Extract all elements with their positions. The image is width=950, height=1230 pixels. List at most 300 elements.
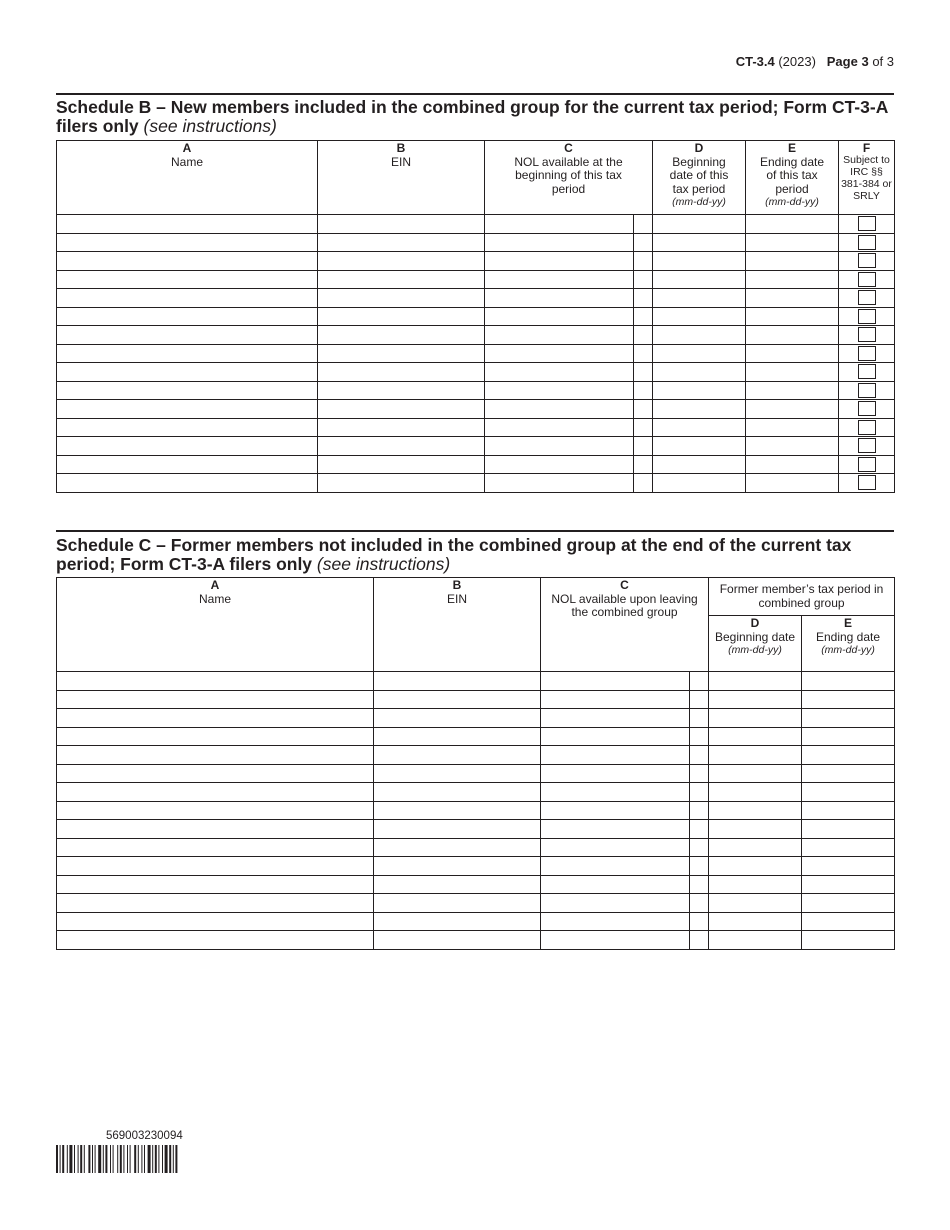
schedule-b-nol-cents-field[interactable]	[634, 381, 653, 400]
schedule-c-ein-field[interactable]	[374, 746, 541, 765]
schedule-b-irc-checkbox[interactable]	[858, 346, 876, 361]
schedule-b-irc-checkbox-cell	[839, 233, 895, 252]
schedule-c-row	[57, 857, 895, 876]
schedule-c-ein-field[interactable]	[374, 690, 541, 709]
schedule-b-beginning-date-field[interactable]	[653, 289, 746, 308]
schedule-b-irc-checkbox[interactable]	[858, 216, 876, 231]
schedule-b-row	[57, 252, 895, 271]
schedule-b-name-field[interactable]	[57, 307, 318, 326]
schedule-b-ending-date-field[interactable]	[746, 381, 839, 400]
schedule-b-row	[57, 215, 895, 234]
schedule-c-row	[57, 912, 895, 931]
schedule-b-nol-amount-field[interactable]	[485, 474, 634, 493]
schedule-c-ein-field[interactable]	[374, 931, 541, 950]
schedule-b-nol-amount-field[interactable]	[485, 289, 634, 308]
schedule-b-nol-cents-field[interactable]	[634, 233, 653, 252]
schedule-c-ein-field[interactable]	[374, 894, 541, 913]
schedule-b-irc-checkbox-cell	[839, 252, 895, 271]
schedule-c-row	[57, 690, 895, 709]
schedule-b-row	[57, 418, 895, 437]
barcode-bar	[67, 1145, 68, 1173]
schedule-b-name-field[interactable]	[57, 233, 318, 252]
schedule-b-ending-date-field[interactable]	[746, 252, 839, 271]
schedule-b-ending-date-field[interactable]	[746, 344, 839, 363]
schedule-b-irc-checkbox[interactable]	[858, 309, 876, 324]
schedule-b-ein-field[interactable]	[318, 252, 485, 271]
schedule-b-ending-date-field[interactable]	[746, 289, 839, 308]
schedule-b-beginning-date-field[interactable]	[653, 252, 746, 271]
schedule-b-ein-field[interactable]	[318, 363, 485, 382]
schedule-c-ein-field[interactable]	[374, 672, 541, 691]
schedule-c-beginning-date-field[interactable]	[709, 875, 802, 894]
schedule-c-nol-amount-field[interactable]	[541, 838, 690, 857]
schedule-c-ending-date-field[interactable]	[802, 783, 895, 802]
schedule-b-name-field[interactable]	[57, 326, 318, 345]
schedule-b-ein-field[interactable]	[318, 215, 485, 234]
schedule-b-beginning-date-field[interactable]	[653, 326, 746, 345]
page-total: of 3	[872, 54, 894, 69]
schedule-c-nol-cents-field[interactable]	[690, 690, 709, 709]
schedule-c-name-field[interactable]	[57, 746, 374, 765]
schedule-c-row	[57, 894, 895, 913]
schedule-b-irc-checkbox-cell	[839, 400, 895, 419]
schedule-c-name-field[interactable]	[57, 709, 374, 728]
schedule-c-group-header: Former member’s tax period in combined group	[709, 578, 895, 616]
schedule-b-ein-field[interactable]	[318, 326, 485, 345]
barcode-bar	[165, 1145, 168, 1173]
schedule-b-ein-field[interactable]	[318, 344, 485, 363]
barcode-bar	[103, 1145, 104, 1173]
barcode-bar	[95, 1145, 96, 1173]
schedule-c-row	[57, 931, 895, 950]
schedule-b-irc-checkbox[interactable]	[858, 327, 876, 342]
schedule-c-ending-date-field[interactable]	[802, 727, 895, 746]
schedule-c-beginning-date-field[interactable]	[709, 727, 802, 746]
barcode-bar	[78, 1145, 79, 1173]
barcode-image	[56, 1145, 240, 1173]
barcode-bar	[173, 1145, 174, 1173]
schedule-b-name-field[interactable]	[57, 270, 318, 289]
schedule-b-irc-checkbox-cell	[839, 270, 895, 289]
schedule-c-ein-field[interactable]	[374, 875, 541, 894]
schedule-c-ending-date-field[interactable]	[802, 801, 895, 820]
schedule-c-nol-amount-field[interactable]	[541, 820, 690, 839]
schedule-c-beginning-date-field[interactable]	[709, 894, 802, 913]
schedule-b-nol-amount-field[interactable]	[485, 363, 634, 382]
schedule-b-rows	[57, 215, 895, 493]
schedule-c-nol-amount-field[interactable]	[541, 690, 690, 709]
schedule-c-beginning-date-field[interactable]	[709, 764, 802, 783]
schedule-c-nol-cents-field[interactable]	[690, 783, 709, 802]
schedule-b-ein-field[interactable]	[318, 474, 485, 493]
schedule-c-name-field[interactable]	[57, 912, 374, 931]
barcode-bar	[84, 1145, 85, 1173]
schedule-c-nol-amount-field[interactable]	[541, 912, 690, 931]
schedule-b-nol-cents-field[interactable]	[634, 289, 653, 308]
schedule-b-beginning-date-field[interactable]	[653, 233, 746, 252]
schedule-b-nol-amount-field[interactable]	[485, 344, 634, 363]
schedule-c-row	[57, 838, 895, 857]
schedule-c-ending-date-field[interactable]	[802, 912, 895, 931]
schedule-b-nol-amount-field[interactable]	[485, 437, 634, 456]
schedule-b-name-field[interactable]	[57, 381, 318, 400]
schedule-b-ein-field[interactable]	[318, 270, 485, 289]
schedule-b-beginning-date-field[interactable]	[653, 381, 746, 400]
schedule-c-rows	[57, 672, 895, 950]
schedule-b-beginning-date-field[interactable]	[653, 307, 746, 326]
schedule-c-ein-field[interactable]	[374, 857, 541, 876]
schedule-b-nol-cents-field[interactable]	[634, 455, 653, 474]
schedule-c-ending-date-field[interactable]	[802, 746, 895, 765]
barcode-bar	[105, 1145, 107, 1173]
schedule-b-ein-field[interactable]	[318, 307, 485, 326]
schedule-c-row	[57, 764, 895, 783]
page-header	[736, 54, 894, 69]
schedule-b-beginning-date-field[interactable]	[653, 400, 746, 419]
schedule-b-row	[57, 455, 895, 474]
schedule-c-ein-field[interactable]	[374, 783, 541, 802]
schedule-c-nol-cents-field[interactable]	[690, 727, 709, 746]
schedule-b-ending-date-field[interactable]	[746, 418, 839, 437]
schedule-c-ending-date-field[interactable]	[802, 672, 895, 691]
schedule-c-beginning-date-field[interactable]	[709, 857, 802, 876]
schedule-b-title-note: (see instructions)	[143, 116, 277, 136]
schedule-c-beginning-date-field[interactable]	[709, 820, 802, 839]
schedule-b-ein-field[interactable]	[318, 455, 485, 474]
schedule-b-beginning-date-field[interactable]	[653, 418, 746, 437]
schedule-c-nol-cents-field[interactable]	[690, 931, 709, 950]
schedule-b-row	[57, 233, 895, 252]
barcode-bar	[117, 1145, 118, 1173]
schedule-b-name-field[interactable]	[57, 289, 318, 308]
schedule-b-row	[57, 326, 895, 345]
schedule-c-name-field[interactable]	[57, 783, 374, 802]
barcode-bar	[138, 1145, 139, 1173]
schedule-b-irc-checkbox[interactable]	[858, 290, 876, 305]
schedule-b-row	[57, 400, 895, 419]
schedule-c-beginning-date-field[interactable]	[709, 912, 802, 931]
page-number: Page 3	[826, 54, 869, 69]
schedule-b-name-field[interactable]	[57, 252, 318, 271]
schedule-b-irc-checkbox-cell	[839, 418, 895, 437]
schedule-b-nol-cents-field[interactable]	[634, 363, 653, 382]
schedule-c-ending-date-field[interactable]	[802, 875, 895, 894]
schedule-b-irc-checkbox[interactable]	[858, 438, 876, 453]
schedule-b-ending-date-field[interactable]	[746, 270, 839, 289]
schedule-c-col-d: D Beginning date (mm-dd-yy)	[709, 616, 802, 672]
schedule-c-nol-cents-field[interactable]	[690, 857, 709, 876]
schedule-b-name-field[interactable]	[57, 363, 318, 382]
barcode-bar	[98, 1145, 101, 1173]
schedule-b-name-field[interactable]	[57, 344, 318, 363]
schedule-b-nol-amount-field[interactable]	[485, 455, 634, 474]
barcode-bar	[62, 1145, 64, 1173]
schedule-c-row	[57, 783, 895, 802]
schedule-b-irc-checkbox-cell	[839, 344, 895, 363]
schedule-c-nol-amount-field[interactable]	[541, 894, 690, 913]
schedule-b-nol-cents-field[interactable]	[634, 400, 653, 419]
schedule-b-nol-amount-field[interactable]	[485, 400, 634, 419]
schedule-b-nol-amount-field[interactable]	[485, 233, 634, 252]
schedule-c-name-field[interactable]	[57, 894, 374, 913]
schedule-b-beginning-date-field[interactable]	[653, 437, 746, 456]
schedule-b-ein-field[interactable]	[318, 437, 485, 456]
schedule-b-name-field[interactable]	[57, 455, 318, 474]
barcode-bar	[113, 1145, 114, 1173]
schedule-b-ein-field[interactable]	[318, 418, 485, 437]
schedule-b-row	[57, 344, 895, 363]
schedule-b-ending-date-field[interactable]	[746, 474, 839, 493]
schedule-c-row	[57, 672, 895, 691]
schedule-b-ein-field[interactable]	[318, 400, 485, 419]
schedule-c-nol-cents-field[interactable]	[690, 764, 709, 783]
schedule-b-name-field[interactable]	[57, 215, 318, 234]
schedule-c-ein-field[interactable]	[374, 820, 541, 839]
schedule-b-ending-date-field[interactable]	[746, 400, 839, 419]
schedule-c-beginning-date-field[interactable]	[709, 672, 802, 691]
schedule-b-irc-checkbox[interactable]	[858, 253, 876, 268]
schedule-c-name-field[interactable]	[57, 672, 374, 691]
schedule-b-nol-cents-field[interactable]	[634, 215, 653, 234]
schedule-b-row	[57, 307, 895, 326]
schedule-b-irc-checkbox[interactable]	[858, 457, 876, 472]
schedule-b-irc-checkbox-cell	[839, 326, 895, 345]
schedule-b-nol-amount-field[interactable]	[485, 326, 634, 345]
schedule-c-col-a: A Name	[57, 578, 374, 672]
schedule-b-row	[57, 474, 895, 493]
schedule-b-nol-cents-field[interactable]	[634, 252, 653, 271]
schedule-c-nol-cents-field[interactable]	[690, 894, 709, 913]
schedule-c-row	[57, 820, 895, 839]
schedule-b-col-e: E Ending date of this tax period (mm-dd-yy)	[746, 141, 839, 215]
schedule-b-col-f: F Subject to IRC §§ 381-384 or SRLY	[839, 141, 895, 215]
schedule-b-irc-checkbox[interactable]	[858, 272, 876, 287]
schedule-c-name-field[interactable]	[57, 931, 374, 950]
schedule-b-row	[57, 270, 895, 289]
schedule-b-name-field[interactable]	[57, 437, 318, 456]
schedule-c-nol-amount-field[interactable]	[541, 801, 690, 820]
schedule-c-ending-date-field[interactable]	[802, 838, 895, 857]
barcode-bar	[144, 1145, 145, 1173]
schedule-b-ending-date-field[interactable]	[746, 326, 839, 345]
schedule-c-name-field[interactable]	[57, 857, 374, 876]
schedule-b-irc-checkbox[interactable]	[858, 364, 876, 379]
schedule-c-nol-amount-field[interactable]	[541, 727, 690, 746]
schedule-c-ending-date-field[interactable]	[802, 894, 895, 913]
schedule-b-name-field[interactable]	[57, 400, 318, 419]
schedule-c-name-field[interactable]	[57, 875, 374, 894]
barcode-bar	[92, 1145, 93, 1173]
schedule-b-col-d: D Beginning date of this tax period (mm-dd-yy)	[653, 141, 746, 215]
schedule-b-irc-checkbox[interactable]	[858, 383, 876, 398]
schedule-c-row	[57, 746, 895, 765]
barcode-bar	[60, 1145, 61, 1173]
schedule-c-name-field[interactable]	[57, 838, 374, 857]
schedule-b-irc-checkbox-cell	[839, 289, 895, 308]
schedule-b-nol-amount-field[interactable]	[485, 307, 634, 326]
schedule-c-name-field[interactable]	[57, 820, 374, 839]
schedule-c-ending-date-field[interactable]	[802, 690, 895, 709]
schedule-c-name-field[interactable]	[57, 764, 374, 783]
schedule-b-nol-amount-field[interactable]	[485, 381, 634, 400]
schedule-b-ending-date-field[interactable]	[746, 363, 839, 382]
barcode-bar	[162, 1145, 163, 1173]
schedule-c-col-e: E Ending date (mm-dd-yy)	[802, 616, 895, 672]
schedule-b-ein-field[interactable]	[318, 233, 485, 252]
schedule-c-nol-cents-field[interactable]	[690, 672, 709, 691]
schedule-b-col-a: A Name	[57, 141, 318, 215]
schedule-c-beginning-date-field[interactable]	[709, 783, 802, 802]
schedule-c-nol-amount-field[interactable]	[541, 709, 690, 728]
schedule-c-beginning-date-field[interactable]	[709, 746, 802, 765]
schedule-b-row	[57, 381, 895, 400]
schedule-c-ein-field[interactable]	[374, 801, 541, 820]
schedule-b-irc-checkbox-cell	[839, 307, 895, 326]
schedule-c-ending-date-field[interactable]	[802, 764, 895, 783]
schedule-b-beginning-date-field[interactable]	[653, 363, 746, 382]
schedule-c-name-field[interactable]	[57, 727, 374, 746]
barcode-bar	[141, 1145, 142, 1173]
schedule-c-ending-date-field[interactable]	[802, 709, 895, 728]
schedule-b-beginning-date-field[interactable]	[653, 344, 746, 363]
schedule-c-ein-field[interactable]	[374, 838, 541, 857]
schedule-b-title-text: Schedule B – New members included in the combined group for the current tax period; Form CT-3-A filers only	[56, 97, 888, 136]
schedule-c-col-c: C NOL available upon leaving the combined group	[541, 578, 709, 672]
schedule-c-table	[56, 577, 895, 950]
schedule-c-nol-cents-field[interactable]	[690, 838, 709, 857]
schedule-c-beginning-date-field[interactable]	[709, 801, 802, 820]
barcode-bar	[69, 1145, 72, 1173]
schedule-c-name-field[interactable]	[57, 801, 374, 820]
schedule-b-irc-checkbox-cell	[839, 437, 895, 456]
barcode-bar	[152, 1145, 153, 1173]
barcode-bar	[110, 1145, 111, 1173]
schedule-c-ending-date-field[interactable]	[802, 820, 895, 839]
schedule-b-ending-date-field[interactable]	[746, 215, 839, 234]
schedule-b-irc-checkbox-cell	[839, 215, 895, 234]
barcode-bar	[148, 1145, 151, 1173]
schedule-b-irc-checkbox[interactable]	[858, 475, 876, 490]
schedule-c-nol-amount-field[interactable]	[541, 931, 690, 950]
barcode-bar	[130, 1145, 131, 1173]
schedule-b-nol-cents-field[interactable]	[634, 474, 653, 493]
schedule-c-nol-amount-field[interactable]	[541, 672, 690, 691]
schedule-c-nol-cents-field[interactable]	[690, 875, 709, 894]
schedule-c-ein-field[interactable]	[374, 709, 541, 728]
schedule-c-nol-cents-field[interactable]	[690, 820, 709, 839]
barcode-bar	[123, 1145, 124, 1173]
schedule-b-col-c: C NOL available at the beginning of this tax period	[485, 141, 653, 215]
schedule-b-ending-date-field[interactable]	[746, 233, 839, 252]
schedule-b-table	[56, 140, 895, 493]
barcode-bar	[175, 1145, 177, 1173]
schedule-c-ending-date-field[interactable]	[802, 857, 895, 876]
schedule-c-name-field[interactable]	[57, 690, 374, 709]
schedule-b-nol-cents-field[interactable]	[634, 270, 653, 289]
schedule-b-nol-amount-field[interactable]	[485, 418, 634, 437]
schedule-b-ending-date-field[interactable]	[746, 437, 839, 456]
schedule-b-row	[57, 363, 895, 382]
barcode-bar	[80, 1145, 82, 1173]
schedule-b-nol-cents-field[interactable]	[634, 437, 653, 456]
schedule-b-beginning-date-field[interactable]	[653, 270, 746, 289]
schedule-c-ein-field[interactable]	[374, 727, 541, 746]
schedule-c-ein-field[interactable]	[374, 912, 541, 931]
schedule-b-nol-amount-field[interactable]	[485, 215, 634, 234]
schedule-b-row	[57, 289, 895, 308]
schedule-c-col-b: B EIN	[374, 578, 541, 672]
barcode-bar	[127, 1145, 128, 1173]
schedule-c-beginning-date-field[interactable]	[709, 838, 802, 857]
schedule-b-beginning-date-field[interactable]	[653, 455, 746, 474]
schedule-b-col-b: B EIN	[318, 141, 485, 215]
schedule-c-row	[57, 875, 895, 894]
schedule-c-title-text: Schedule C – Former members not included in the combined group at the end of the current tax period; Form CT-3-A filers only	[56, 535, 852, 574]
schedule-c-beginning-date-field[interactable]	[709, 690, 802, 709]
barcode-bar	[158, 1145, 159, 1173]
schedule-b-ending-date-field[interactable]	[746, 307, 839, 326]
schedule-c-rule	[56, 530, 894, 532]
schedule-c-ending-date-field[interactable]	[802, 931, 895, 950]
schedule-b-name-field[interactable]	[57, 418, 318, 437]
schedule-b-irc-checkbox-cell	[839, 381, 895, 400]
schedule-c-title-note: (see instructions)	[316, 554, 451, 574]
schedule-c-ein-field[interactable]	[374, 764, 541, 783]
schedule-b-irc-checkbox[interactable]	[858, 401, 876, 416]
barcode-bar	[134, 1145, 136, 1173]
schedule-b-beginning-date-field[interactable]	[653, 215, 746, 234]
schedule-b-beginning-date-field[interactable]	[653, 474, 746, 493]
schedule-b-name-field[interactable]	[57, 474, 318, 493]
schedule-c-nol-amount-field[interactable]	[541, 857, 690, 876]
form-year: (2023)	[778, 54, 816, 69]
barcode-bar	[74, 1145, 75, 1173]
schedule-b-ein-field[interactable]	[318, 381, 485, 400]
schedule-c-nol-amount-field[interactable]	[541, 875, 690, 894]
schedule-c-nol-amount-field[interactable]	[541, 746, 690, 765]
barcode-bar	[169, 1145, 171, 1173]
barcode-bar	[155, 1145, 157, 1173]
schedule-c-title	[56, 536, 894, 574]
schedule-c-nol-cents-field[interactable]	[690, 801, 709, 820]
schedule-b-nol-cents-field[interactable]	[634, 307, 653, 326]
schedule-c-nol-cents-field[interactable]	[690, 709, 709, 728]
schedule-c-nol-cents-field[interactable]	[690, 912, 709, 931]
schedule-c-nol-amount-field[interactable]	[541, 783, 690, 802]
barcode-number: 569003230094	[106, 1130, 183, 1142]
schedule-b-nol-amount-field[interactable]	[485, 252, 634, 271]
schedule-c-nol-cents-field[interactable]	[690, 746, 709, 765]
schedule-b-nol-cents-field[interactable]	[634, 326, 653, 345]
schedule-b-ein-field[interactable]	[318, 289, 485, 308]
schedule-b-nol-cents-field[interactable]	[634, 344, 653, 363]
schedule-b-title	[56, 98, 894, 136]
schedule-c-row	[57, 727, 895, 746]
schedule-b-irc-checkbox-cell	[839, 455, 895, 474]
schedule-c-nol-amount-field[interactable]	[541, 764, 690, 783]
form-id: CT-3.4	[735, 54, 775, 69]
schedule-b-nol-cents-field[interactable]	[634, 418, 653, 437]
schedule-c-beginning-date-field[interactable]	[709, 931, 802, 950]
barcode-bar	[56, 1145, 58, 1173]
schedule-b-ending-date-field[interactable]	[746, 455, 839, 474]
schedule-c-beginning-date-field[interactable]	[709, 709, 802, 728]
schedule-b-irc-checkbox[interactable]	[858, 420, 876, 435]
schedule-b-irc-checkbox[interactable]	[858, 235, 876, 250]
schedule-c-row	[57, 709, 895, 728]
schedule-b-nol-amount-field[interactable]	[485, 270, 634, 289]
barcode-bar	[88, 1145, 90, 1173]
